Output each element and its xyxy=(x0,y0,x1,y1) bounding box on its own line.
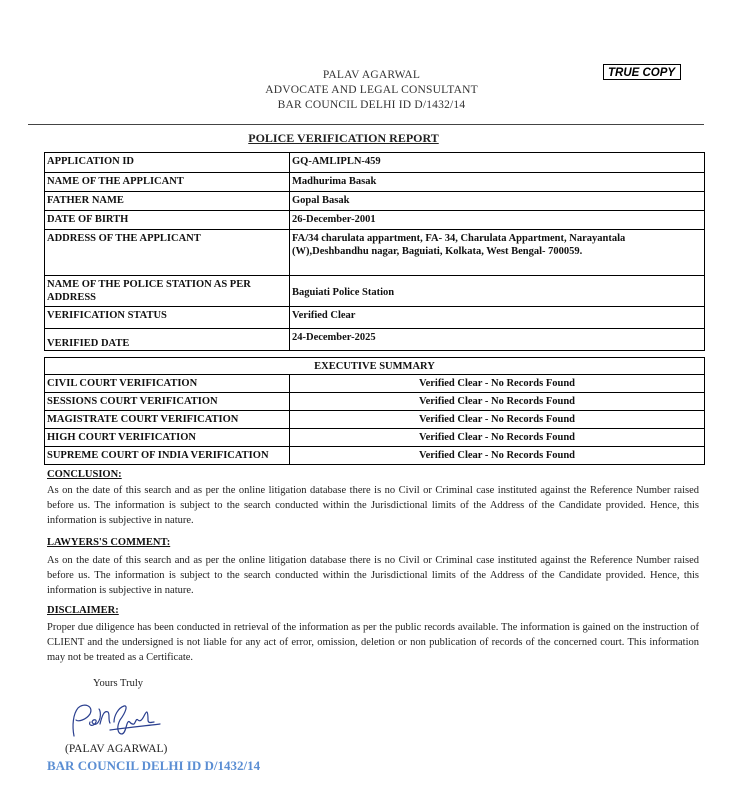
table-row xyxy=(45,375,705,393)
detail-value: Baguiati Police Station xyxy=(290,276,705,307)
disclaimer-text: Proper due diligence has been conducted in retrieval of the information as per the public records available. The information is gained on the instruction of CLIENT and the undersigned is not liable for any act of error, omission, deletion or non publication of records of the concerned court. This information may not be treated as a Certificate. xyxy=(47,622,699,663)
summary-value: Verified Clear - No Records Found xyxy=(290,411,705,429)
detail-label: VERIFICATION STATUS xyxy=(45,307,290,329)
summary-label: SESSIONS COURT VERIFICATION xyxy=(45,393,290,411)
detail-value: Madhurima Basak xyxy=(290,173,705,192)
summary-label: HIGH COURT VERIFICATION xyxy=(45,429,290,447)
advocate-role: ADVOCATE AND LEGAL CONSULTANT xyxy=(265,84,478,96)
signature-graphic xyxy=(64,700,164,742)
detail-value: Verified Clear xyxy=(290,307,705,329)
table-row xyxy=(45,447,705,465)
detail-label: NAME OF THE POLICE STATION AS PER ADDRESS xyxy=(45,276,290,307)
advocate-name: PALAV AGARWAL xyxy=(322,69,421,81)
table-row xyxy=(45,429,705,447)
signature xyxy=(64,700,164,747)
summary-heading: EXECUTIVE SUMMARY xyxy=(45,358,705,375)
advocate-bar-id: BAR COUNCIL DELHI ID D/1432/14 xyxy=(277,99,466,111)
signatory-bar-id: BAR COUNCIL DELHI ID D/1432/14 xyxy=(47,758,261,773)
detail-label: VERIFIED DATE xyxy=(45,329,290,351)
detail-value: 26-December-2001 xyxy=(290,211,705,230)
detail-label: FATHER NAME xyxy=(45,192,290,211)
summary-heading-row xyxy=(45,358,705,375)
detail-value: FA/34 charulata appartment, FA- 34, Charulata Appartment, Narayantala (W),Deshbandhu nagar, Baguiati, Kolkata, West Bengal- 700059. xyxy=(290,230,705,276)
summary-value: Verified Clear - No Records Found xyxy=(290,393,705,411)
detail-label: ADDRESS OF THE APPLICANT xyxy=(45,230,290,276)
summary-value: Verified Clear - No Records Found xyxy=(290,429,705,447)
table-row xyxy=(45,230,705,276)
conclusion-heading: CONCLUSION: xyxy=(47,469,122,480)
table-row xyxy=(45,307,705,329)
true-copy-stamp: TRUE COPY xyxy=(603,64,681,80)
lawyers-comment-heading: LAWYERS'S COMMENT: xyxy=(47,537,171,548)
detail-value: Gopal Basak xyxy=(290,192,705,211)
detail-label: APPLICATION ID xyxy=(45,153,290,173)
summary-value: Verified Clear - No Records Found xyxy=(290,447,705,465)
table-row xyxy=(45,173,705,192)
disclaimer-heading: DISCLAIMER: xyxy=(47,605,119,616)
applicant-details-table xyxy=(44,152,705,351)
executive-summary-table xyxy=(44,357,705,465)
table-row xyxy=(45,329,705,351)
table-row xyxy=(45,411,705,429)
table-row xyxy=(45,192,705,211)
detail-value: 24-December-2025 xyxy=(290,329,705,351)
table-row xyxy=(45,276,705,307)
detail-label: NAME OF THE APPLICANT xyxy=(45,173,290,192)
summary-label: MAGISTRATE COURT VERIFICATION xyxy=(45,411,290,429)
report-title: POLICE VERIFICATION REPORT xyxy=(248,131,439,145)
summary-label: CIVIL COURT VERIFICATION xyxy=(45,375,290,393)
table-row xyxy=(45,153,705,173)
header-divider xyxy=(28,124,704,125)
detail-label: DATE OF BIRTH xyxy=(45,211,290,230)
conclusion-text: As on the date of this search and as per the online litigation database there is no Civil or Criminal case instituted against the Reference Number raised before us. The information is subject to the search conducted within the Jurisdictional limits of the Address of the Candidate provided. Hence, this information is subjective in nature. xyxy=(47,485,699,526)
salutation: Yours Truly xyxy=(93,678,144,689)
summary-label: SUPREME COURT OF INDIA VERIFICATION xyxy=(45,447,290,465)
signatory-name: (PALAV AGARWAL) xyxy=(65,743,168,755)
table-row xyxy=(45,211,705,230)
table-row xyxy=(45,393,705,411)
summary-value: Verified Clear - No Records Found xyxy=(290,375,705,393)
lawyers-comment-text: As on the date of this search and as per the online litigation database there is no Civil or Criminal case instituted against the Reference Number raised before us. The information is subject to the search conducted within the Jurisdictional limits of the Address of the Candidate provided. Hence, this information is subjective in nature. xyxy=(47,555,699,596)
detail-value: GQ-AMLIPLN-459 xyxy=(290,153,705,173)
